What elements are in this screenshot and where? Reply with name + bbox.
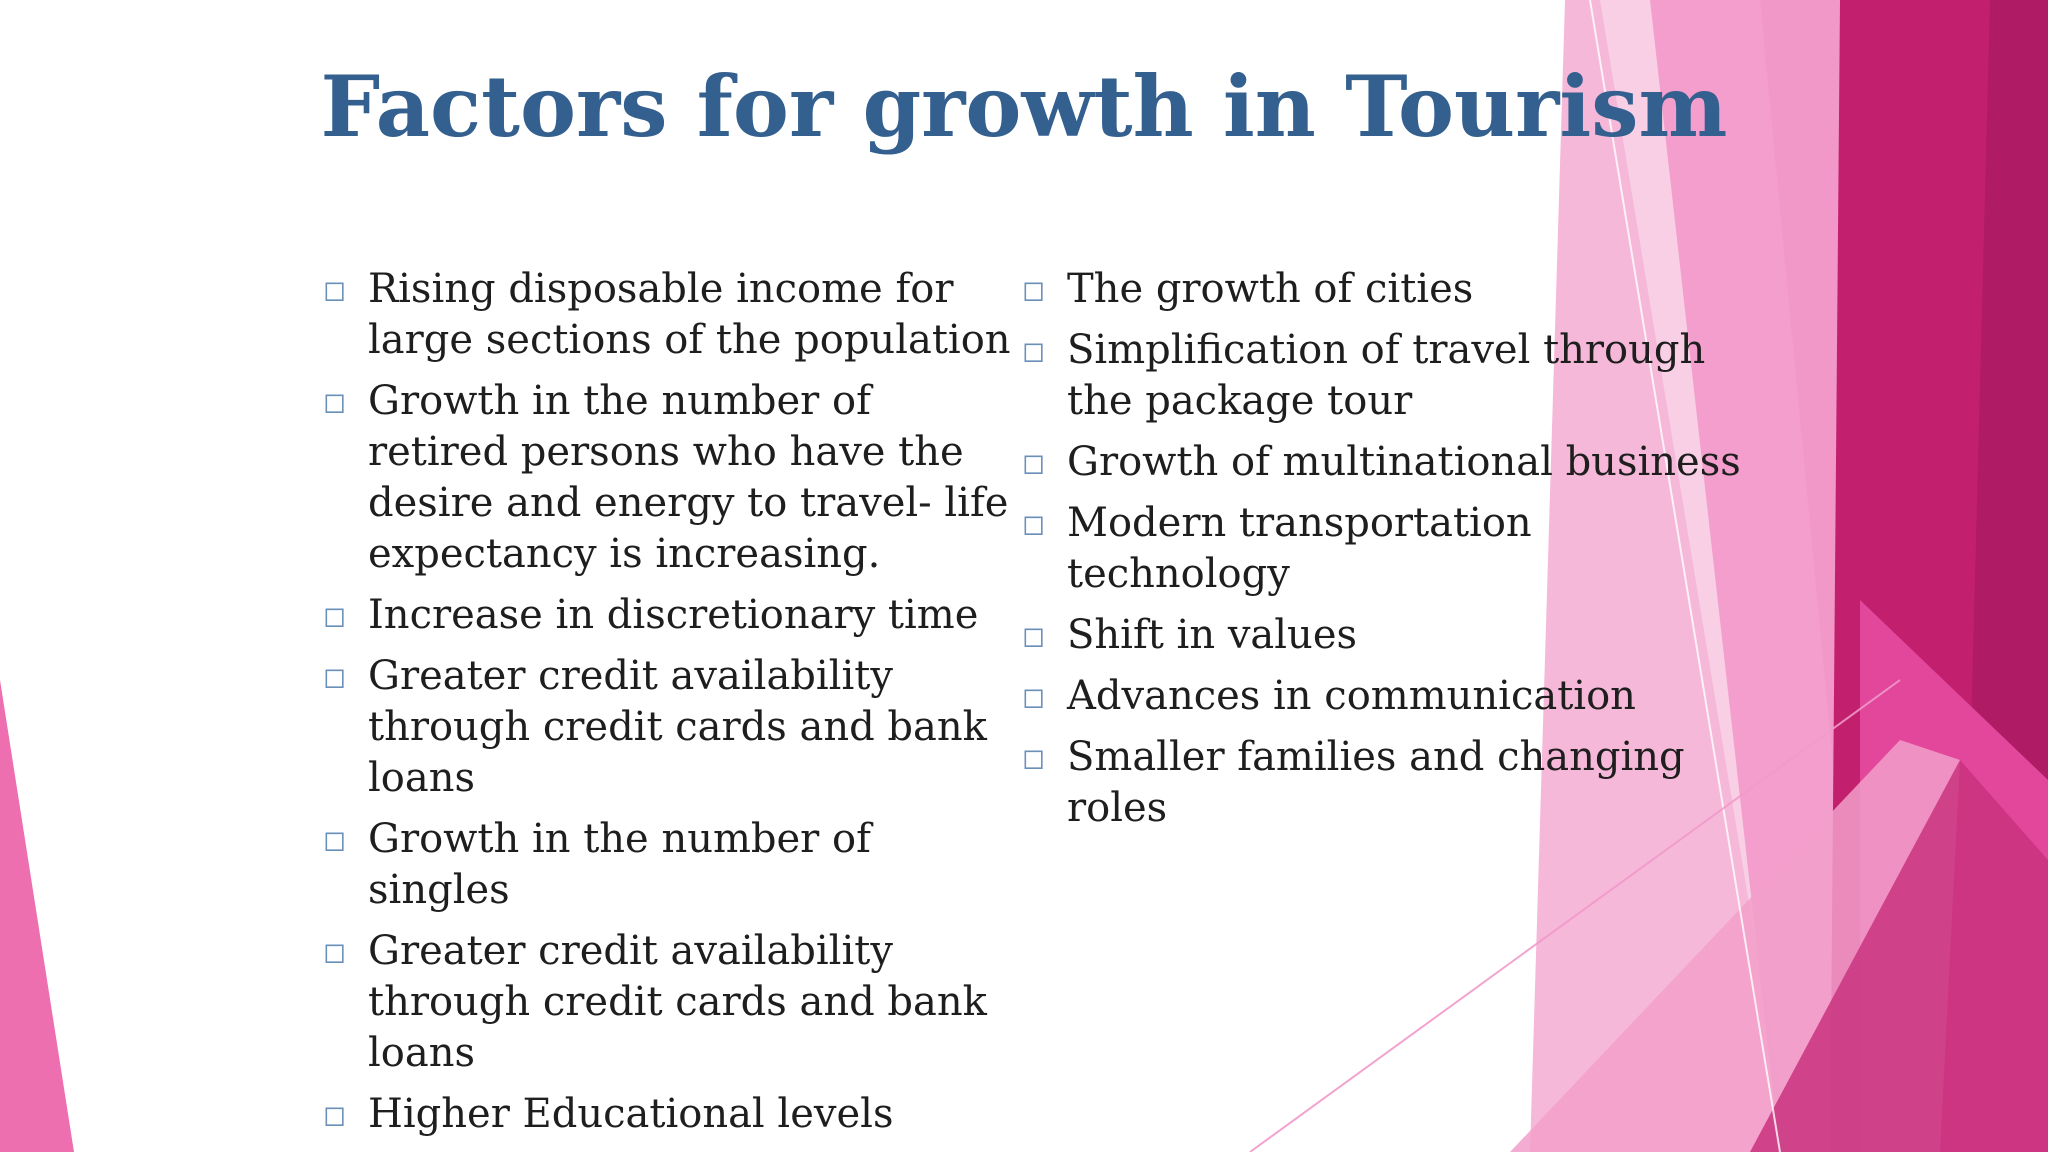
square-bullet-icon: ◻ [1022,619,1046,652]
square-bullet-icon: ◻ [323,935,347,968]
list-item [1022,671,1742,722]
square-bullet-icon: ◻ [323,823,347,856]
right-bullet-list [1022,264,1742,844]
left-accent-shape [0,680,74,1152]
slide-title: Factors for growth in Tourism [320,57,1728,156]
list-item [323,1089,1023,1140]
list-item [323,651,1023,804]
list-item [1022,732,1742,834]
list-item [1022,437,1742,488]
left-bullet-list [323,264,1023,1150]
list-item-text: Simplification of travel through the package tour [1067,327,1706,424]
list-item [1022,610,1742,661]
list-item-text: Smaller families and changing roles [1067,734,1685,831]
list-item-text: Growth of multinational business [1067,439,1741,485]
list-item [323,590,1023,641]
square-bullet-icon: ◻ [323,1098,347,1131]
square-bullet-icon: ◻ [323,599,347,632]
list-item [1022,264,1742,315]
list-item-text: The growth of cities [1067,266,1474,312]
list-item-text: Advances in communication [1067,673,1636,719]
square-bullet-icon: ◻ [1022,446,1046,479]
square-bullet-icon: ◻ [323,660,347,693]
list-item-text: Increase in discretionary time [368,592,979,638]
list-item-text: Rising disposable income for large sections of the population [368,266,1011,363]
square-bullet-icon: ◻ [323,273,347,306]
list-item-text: Higher Educational levels [368,1091,894,1137]
list-item-text: Greater credit availability through credit cards and bank loans [368,653,987,801]
list-item-text: Growth in the number of singles [368,816,871,913]
list-item-text: Shift in values [1067,612,1358,658]
list-item [1022,325,1742,427]
square-bullet-icon: ◻ [1022,680,1046,713]
list-item [323,376,1023,580]
square-bullet-icon: ◻ [1022,507,1046,540]
square-bullet-icon: ◻ [323,385,347,418]
list-item-text: Growth in the number of retired persons who have the desire and energy to travel- life expectancy is increasing. [368,378,1009,577]
list-item-text: Greater credit availability through credit cards and bank loans [368,928,987,1076]
list-item [323,926,1023,1079]
list-item [323,264,1023,366]
square-bullet-icon: ◻ [1022,334,1046,367]
list-item [323,814,1023,916]
square-bullet-icon: ◻ [1022,741,1046,774]
list-item [1022,498,1742,600]
list-item-text: Modern transportation technology [1067,500,1532,597]
square-bullet-icon: ◻ [1022,273,1046,306]
